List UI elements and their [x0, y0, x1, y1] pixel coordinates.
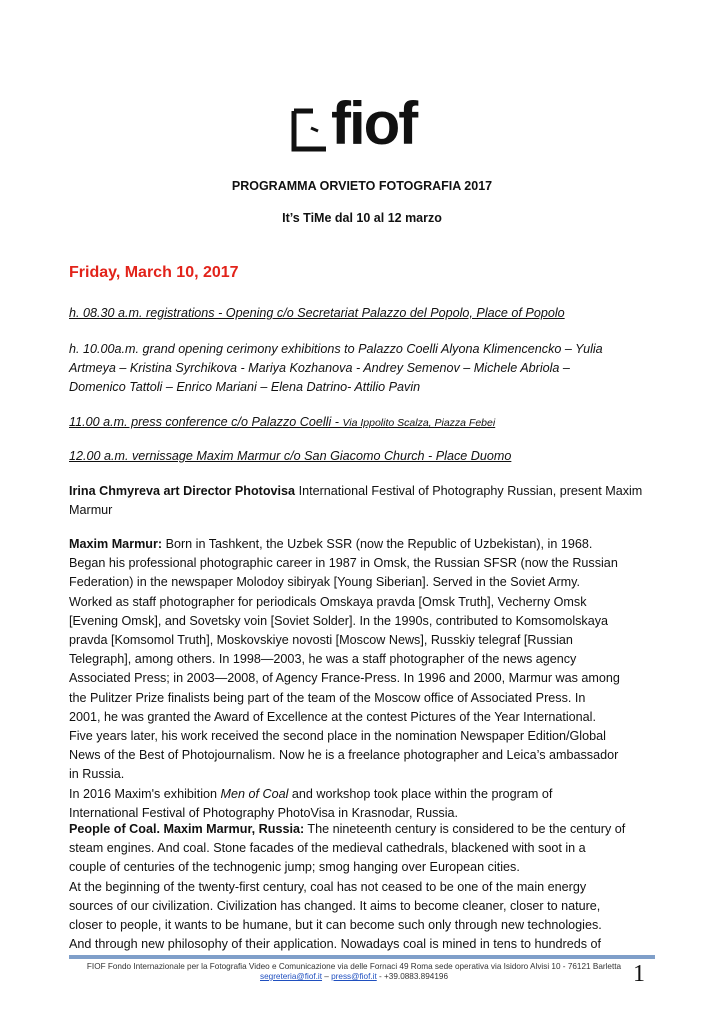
- bio-exhibit-post: and workshop took place within the program of: [288, 786, 553, 801]
- coal-title: People of Coal. Maxim Marmur, Russia:: [69, 822, 305, 836]
- bio-line: Born in Tashkent, the Uzbek SSR (now the Republic of Uzbekistan), in 1968.: [162, 537, 593, 551]
- event-press-conference: [69, 413, 655, 433]
- event-press-conference-main: 11.00 a.m. press conference c/o Palazzo Coelli -: [69, 415, 343, 429]
- coal-line: couple of centuries of the technogenic jump; smog hanging over European cities.: [69, 860, 520, 875]
- footer: [69, 962, 639, 982]
- coal-line: steam engines. And coal. Stone facades of the medieval cathedrals, blackened with soot in a: [69, 841, 586, 856]
- bio-exhibit-pre: In 2016 Maxim's exhibition: [69, 786, 221, 801]
- footer-separator: –: [322, 972, 332, 981]
- footer-email-segreteria[interactable]: segreteria@fiof.it: [260, 972, 323, 981]
- bio-line: the Pulitzer Prize finalists being part of the team of the Moscow office of Associated Press. In: [69, 690, 586, 705]
- bio-line: Associated Press; in 2003—2008, of Agency France-Press. In 1996 and 2000, Marmur was among: [69, 671, 620, 686]
- people-of-coal: [69, 820, 655, 954]
- bio-line: [Evening Omsk], and Sovetsky voin [Soviet Solder]. In the 1990s, contributed to Komsomolskaya: [69, 613, 609, 628]
- logo-frame-icon: [291, 108, 329, 152]
- bio-line: Five years later, his work received the second place in the nomination Newspaper Edition/Global: [69, 729, 606, 744]
- marmur-bio: [69, 535, 655, 823]
- fiof-logo: [291, 90, 441, 160]
- footer-phone: - +39.0883.894196: [376, 972, 448, 981]
- bio-line: Worked as staff photographer for periodicals Omskaya pravda [Omsk Truth], Vecherny Omsk: [69, 594, 587, 609]
- bio-line: Federation) in the newspaper Molodoy sibiryak [Young Siberian]. Served in the Soviet Army.: [69, 575, 581, 590]
- bio-line: News of the Best of Photojournalism. Now he is a freelance photographer and Leica’s ambassador: [69, 748, 619, 763]
- irina-text-line2: Marmur: [69, 503, 113, 518]
- coal-line: sources of our civilization. Civilization has changed. It aims to become cleaner, closer to nature,: [69, 898, 601, 913]
- bio-line: pravda [Komsomol Truth], Moskovskiye novosti [Moscow News], Russkiy telegraf [Russian: [69, 633, 573, 648]
- event-grand-opening-line: Artmeya – Kristina Syrchikova - Mariya Kozhanova - Andrey Semenov – Michele Abriola –: [69, 361, 570, 376]
- footer-address: FIOF Fondo Internazionale per la Fotografia Video e Comunicazione via delle Fornaci 49 Roma sede operativa via Isidoro Alvisi 10 - 76121 Barletta: [86, 962, 622, 971]
- program-title: PROGRAMMA ORVIETO FOTOGRAFIA 2017: [231, 179, 493, 193]
- bio-line: Telegraph], among others. In 1998—2003, he was a staff photographer of the news agency: [69, 652, 577, 667]
- coal-line: closer to people, it wants to be humane, but it can become such only through new technologies.: [69, 918, 602, 933]
- bio-line: in Russia.: [69, 767, 125, 782]
- page-number: 1: [633, 961, 645, 987]
- coal-line: And through new philosophy of their application. Nowadays coal is mined in tens to hundreds of: [69, 937, 602, 952]
- program-subtitle: It’s TiMe dal 10 al 12 marzo: [282, 211, 442, 225]
- coal-line: At the beginning of the twenty-first century, coal has not ceased to be one of the main energy: [69, 879, 587, 894]
- footer-email-press[interactable]: press@fiof.it: [331, 972, 377, 981]
- bio-exhibit-line2: International Festival of Photography PhotoVisa in Krasnodar, Russia.: [69, 805, 459, 820]
- event-press-conference-address: Via Ippolito Scalza, Piazza Febei: [342, 417, 496, 429]
- footer-divider: [69, 955, 655, 959]
- bio-name: Maxim Marmur:: [69, 537, 163, 551]
- event-grand-opening: [69, 340, 655, 398]
- irina-name: Irina Chmyreva art Director Photovisa: [69, 484, 296, 498]
- event-registrations: h. 08.30 a.m. registrations - Opening c/o Secretariat Palazzo del Popolo, Place of Popolo: [69, 306, 565, 320]
- coal-line: The nineteenth century is considered to be the century of: [304, 822, 626, 836]
- bio-line: Began his professional photographic career in 1987 in Omsk, the Russian SFSR (now the Russian: [69, 556, 618, 571]
- irina-paragraph: [69, 482, 655, 520]
- event-grand-opening-line: h. 10.00a.m. grand opening cerimony exhibitions to Palazzo Coelli Alyona Klimencencko – Yulia: [69, 342, 603, 356]
- event-grand-opening-line: Domenico Tattoli – Enrico Mariani – Elena Datrino- Attilio Pavin: [69, 380, 421, 395]
- event-vernissage: 12.00 a.m. vernissage Maxim Marmur c/o San Giacomo Church - Place Duomo: [69, 449, 512, 463]
- irina-text: International Festival of Photography Russian, present Maxim: [295, 484, 643, 498]
- logo-wordmark: fiof: [331, 90, 417, 157]
- day-heading: Friday, March 10, 2017: [69, 264, 239, 281]
- bio-line: 2001, he was granted the Award of Excellence at the contest Pictures of the Year International.: [69, 709, 596, 724]
- bio-exhibit-title: Men of Coal: [220, 786, 289, 801]
